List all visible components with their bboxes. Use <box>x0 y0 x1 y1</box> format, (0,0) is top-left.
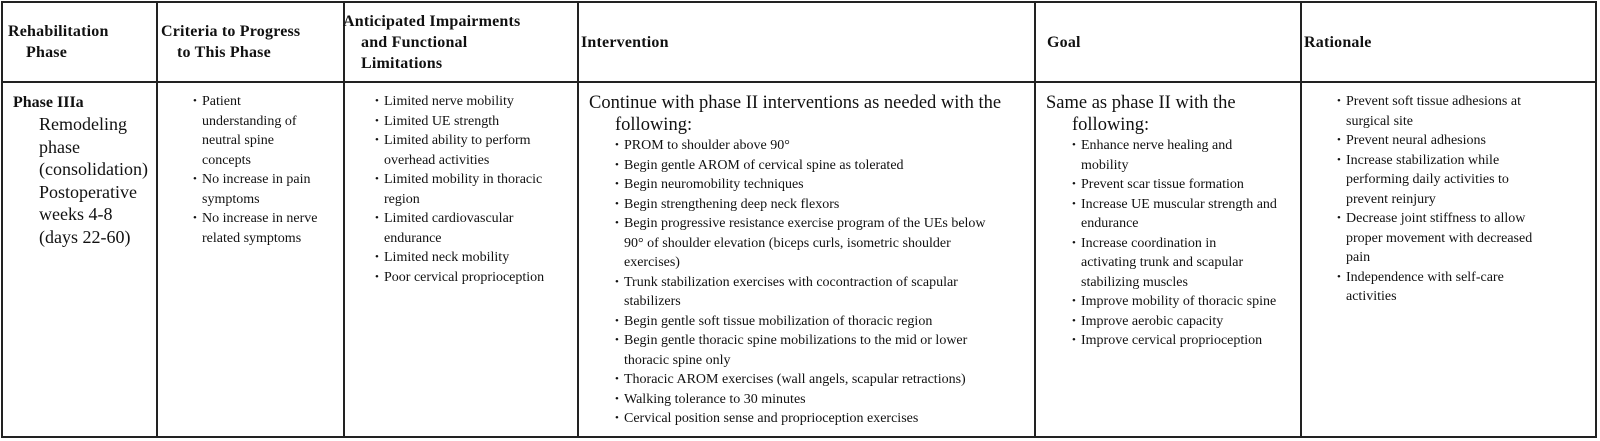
list-item-line: • Poor cervical proprioception <box>384 269 545 285</box>
list-item-line: stabilizing muscles <box>1081 274 1188 290</box>
list-item <box>615 312 1033 332</box>
lead-text: Same as phase II with the <box>1046 93 1236 113</box>
lead-text: Continue with phase II interventions as needed with the <box>589 93 1002 113</box>
list-item <box>615 195 1033 215</box>
list-item-line: • Limited mobility in thoracic <box>384 172 543 187</box>
list-item <box>615 156 1033 176</box>
list-item-line: symptoms <box>202 191 260 207</box>
phase-line: (days 22-60) <box>39 226 131 247</box>
cell-rationale <box>1337 85 1599 436</box>
list-item <box>1072 292 1300 312</box>
list-item <box>375 170 575 209</box>
list-item-line: related symptoms <box>202 230 302 246</box>
list-item-line: overhead activities <box>384 152 490 168</box>
list-item-line: neutral spine <box>202 133 274 148</box>
intervention-list <box>589 136 1033 429</box>
lead-text: following: <box>615 115 693 135</box>
intervention-lead <box>589 92 1033 136</box>
list-item-line: understanding of <box>202 113 297 129</box>
list-item-line: • Limited ability to perform <box>384 133 531 148</box>
list-item-line: • Limited neck mobility <box>384 250 510 265</box>
header-rehabilitation-phase <box>8 3 156 81</box>
cell-impairments <box>375 85 575 436</box>
list-item-line: • Prevent neural adhesions <box>1346 133 1486 148</box>
header-impairments <box>343 3 577 81</box>
list-item-line: activities <box>1346 289 1397 304</box>
list-item-line: region <box>384 191 420 207</box>
list-item-line: • Begin neuromobility techniques <box>624 177 804 192</box>
header-text: Limitations <box>361 54 443 72</box>
list-item-line: • PROM to shoulder above 90° <box>624 138 790 153</box>
list-item-line: • Begin strengthening deep neck flexors <box>624 196 840 212</box>
list-item-line: • Begin gentle AROM of cervical spine as tolerated <box>624 157 904 173</box>
criteria-list <box>193 92 343 248</box>
list-item-line: 90° of shoulder elevation (biceps curls, isometric shoulder <box>624 235 951 251</box>
list-item-line: • No increase in nerve <box>202 211 318 226</box>
header-text: to This Phase <box>177 44 271 61</box>
list-item-line: • Begin gentle soft tissue mobilization of thoracic region <box>624 313 933 329</box>
list-item <box>1337 268 1599 307</box>
list-item <box>375 112 575 132</box>
list-item-line: • Enhance nerve healing and <box>1081 138 1233 153</box>
header-criteria <box>161 3 343 81</box>
header-text: Intervention <box>581 33 669 51</box>
list-item <box>615 409 1033 429</box>
list-item <box>1072 234 1300 293</box>
list-item <box>1072 175 1300 195</box>
list-item <box>193 170 343 209</box>
header-intervention <box>581 3 1031 81</box>
goal-list <box>1046 136 1300 351</box>
list-item <box>615 214 1033 273</box>
list-item-line: performing daily activities to <box>1346 172 1509 187</box>
list-item <box>1337 92 1599 131</box>
list-item <box>1072 136 1300 175</box>
list-item-line: • Increase coordination in <box>1081 235 1217 251</box>
list-item-line: prevent reinjury <box>1346 191 1436 207</box>
phase-line: weeks 4-8 <box>39 204 113 224</box>
list-item-line: • Limited nerve mobility <box>384 94 514 109</box>
table-header-row <box>3 3 1595 83</box>
list-item-line: • Begin gentle thoracic spine mobilizations to the mid or lower <box>624 333 968 348</box>
list-item-line: • Increase stabilization while <box>1346 152 1500 168</box>
list-item <box>375 209 575 248</box>
lead-text: following: <box>1072 115 1150 135</box>
list-item-line: mobility <box>1081 157 1129 173</box>
list-item-line: • Prevent soft tissue adhesions at <box>1346 94 1521 109</box>
list-item-line: endurance <box>384 230 442 246</box>
list-item <box>1337 209 1599 268</box>
phase-description <box>13 113 156 248</box>
list-item <box>375 268 575 288</box>
list-item-line: • Cervical position sense and proprioception exercises <box>624 411 919 426</box>
list-item <box>615 331 1033 370</box>
list-item-line: • Begin progressive resistance exercise program of the UEs below <box>624 216 986 231</box>
list-item-line: • Patient <box>202 94 241 109</box>
list-item <box>1072 312 1300 332</box>
list-item-line: pain <box>1346 250 1371 265</box>
list-item <box>375 131 575 170</box>
rationale-list <box>1337 92 1599 307</box>
list-item-line: • Increase UE muscular strength and <box>1081 196 1277 212</box>
header-rationale <box>1304 3 1594 81</box>
list-item <box>615 175 1033 195</box>
cell-phase <box>13 85 156 436</box>
header-text: Anticipated Impairments <box>343 12 521 30</box>
list-item-line: • Prevent scar tissue formation <box>1081 177 1244 192</box>
list-item-line: exercises) <box>624 255 680 270</box>
list-item-line: • Decrease joint stiffness to allow <box>1346 211 1526 226</box>
list-item <box>375 92 575 112</box>
list-item <box>1337 131 1599 151</box>
cell-goal <box>1046 85 1300 436</box>
list-item <box>615 273 1033 312</box>
list-item <box>615 136 1033 156</box>
list-item-line: • Walking tolerance to 30 minutes <box>624 391 806 407</box>
header-text: Rehabilitation <box>8 23 109 40</box>
header-text: Rationale <box>1304 33 1372 51</box>
list-item-line: • Improve aerobic capacity <box>1081 313 1224 329</box>
list-item-line: • Independence with self-care <box>1346 269 1504 285</box>
impairments-list <box>375 92 575 287</box>
list-item-line: • Trunk stabilization exercises with cocontraction of scapular <box>624 274 958 290</box>
phase-line: phase <box>39 136 80 157</box>
cell-intervention <box>589 85 1033 436</box>
list-item-line: • Improve mobility of thoracic spine <box>1081 294 1277 309</box>
list-item <box>1337 151 1599 210</box>
rehabilitation-table <box>1 1 1597 438</box>
list-item-line: • Limited UE strength <box>384 113 500 129</box>
list-item-line: thoracic spine only <box>624 352 731 368</box>
list-item-line: • Improve cervical proprioception <box>1081 333 1263 348</box>
header-text: Goal <box>1047 33 1081 51</box>
phase-line: Remodeling <box>39 114 127 134</box>
list-item-line: concepts <box>202 152 251 168</box>
phase-title: Phase IIIa <box>13 94 84 111</box>
list-item <box>1072 195 1300 234</box>
list-item-line: endurance <box>1081 216 1139 231</box>
list-item <box>615 390 1033 410</box>
phase-line: Postoperative <box>39 181 137 202</box>
list-item-line: activating trunk and scapular <box>1081 255 1244 270</box>
header-text: and Functional <box>361 33 468 51</box>
list-item-line: • Thoracic AROM exercises (wall angels, scapular retractions) <box>624 372 966 387</box>
list-item <box>375 248 575 268</box>
list-item-line: surgical site <box>1346 113 1414 129</box>
cell-criteria <box>193 85 343 436</box>
header-goal <box>1047 3 1297 81</box>
list-item <box>1072 331 1300 351</box>
list-item-line: • No increase in pain <box>202 172 311 187</box>
list-item <box>193 92 343 170</box>
list-item <box>193 209 343 248</box>
list-item <box>615 370 1033 390</box>
phase-line: (consolidation) <box>39 159 148 179</box>
list-item-line: • Limited cardiovascular <box>384 211 514 226</box>
header-text: Criteria to Progress <box>161 23 301 40</box>
goal-lead <box>1046 92 1300 136</box>
list-item-line: proper movement with decreased <box>1346 230 1533 246</box>
list-item-line: stabilizers <box>624 294 681 309</box>
header-text: Phase <box>26 44 67 61</box>
